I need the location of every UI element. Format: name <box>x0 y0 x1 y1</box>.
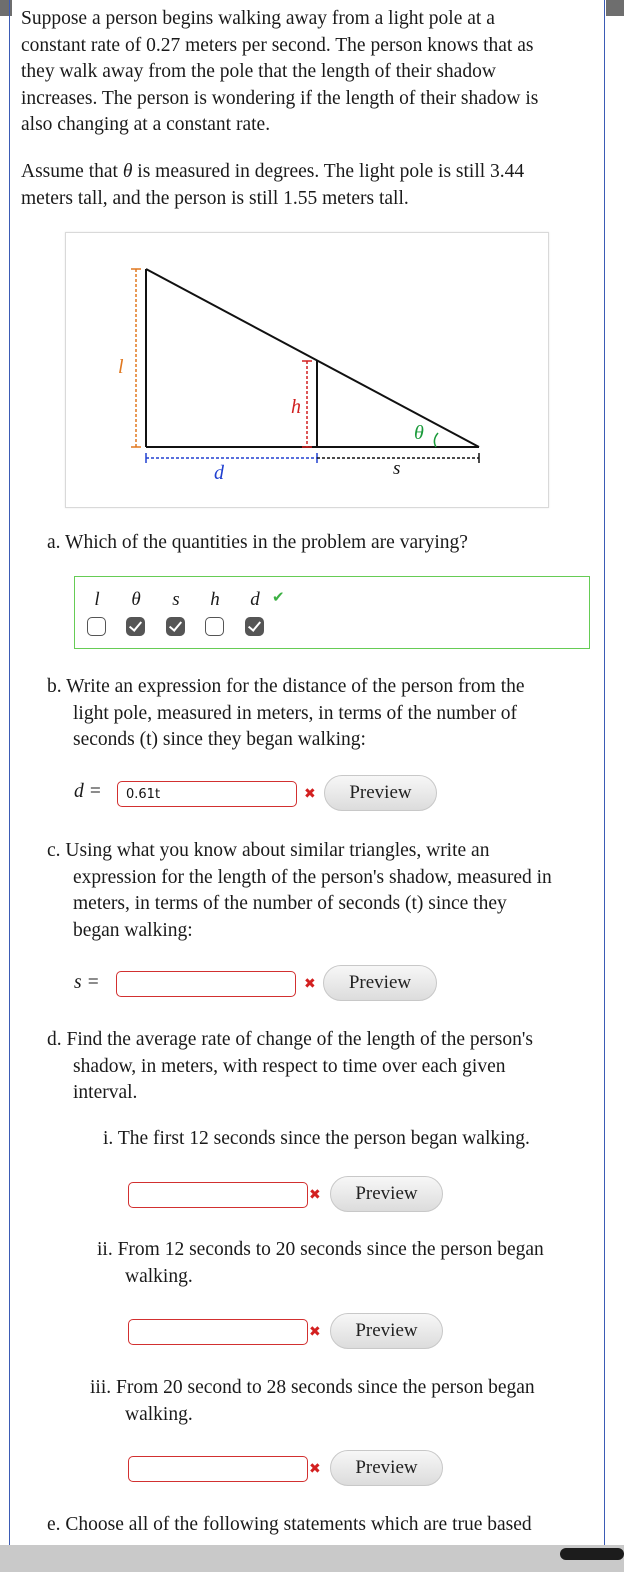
s-label: s <box>393 458 401 479</box>
d-equals-label: d = <box>74 781 102 802</box>
incorrect-x-icon: ✖ <box>309 1461 321 1477</box>
question-c-line: began walking: <box>73 919 193 941</box>
scroll-indicator[interactable] <box>560 1548 624 1560</box>
question-d-line: interval. <box>73 1082 138 1103</box>
preview-button-c[interactable]: Preview <box>323 965 437 1001</box>
question-d-ii-line: ii. From 12 seconds to 20 seconds since the person began <box>97 1239 544 1260</box>
rate-interval-3-input[interactable] <box>128 1456 308 1482</box>
question-a-label: a. Which of the quantities in the problem are varying? <box>47 532 468 553</box>
intro-line: they walk away from the pole that the length of their shadow <box>21 61 496 82</box>
light-ray-line <box>146 269 479 447</box>
incorrect-x-icon: ✖ <box>309 1324 321 1340</box>
question-d-iii-line: walking. <box>125 1403 193 1425</box>
checkbox-l[interactable] <box>87 617 106 636</box>
question-c-label <box>47 838 597 944</box>
d-label: d <box>214 462 224 484</box>
checkbox-letter: d <box>250 589 260 610</box>
assumption-line-2: meters tall, and the person is still 1.55 meters tall. <box>21 187 409 209</box>
assumption-text: is measured in degrees. The light pole is still 3.44 <box>132 161 525 182</box>
assumption-text: Assume that <box>21 161 123 182</box>
question-b-label <box>47 674 592 754</box>
preview-button-d-iii[interactable]: Preview <box>330 1450 443 1486</box>
question-d-iii-line: iii. From 20 second to 28 seconds since the person began <box>90 1377 535 1398</box>
checkbox-letter: h <box>210 589 220 610</box>
question-d-ii-label <box>97 1237 592 1290</box>
intro-line: also changing at a constant rate. <box>21 114 271 135</box>
question-d-label <box>47 1027 597 1107</box>
similar-triangles-figure <box>65 232 549 508</box>
h-label: h <box>291 396 301 418</box>
checkbox-letter: l <box>94 589 100 610</box>
bottom-chrome-bar <box>0 1545 624 1572</box>
question-b-line: seconds (t) since they began walking: <box>73 729 366 750</box>
triangle-diagram <box>66 233 548 507</box>
correct-check-icon: ✔ <box>272 588 285 606</box>
question-e-label: e. Choose all of the following statements which are true based <box>47 1514 532 1535</box>
checkbox-letter: θ <box>131 589 141 610</box>
question-d-iii-label <box>90 1375 592 1428</box>
shadow-expression-input[interactable] <box>116 971 296 997</box>
rate-interval-1-input[interactable] <box>128 1182 308 1208</box>
l-label: l <box>118 356 124 378</box>
assumption-line-1 <box>21 159 591 186</box>
varying-quantities-checkbox-group <box>74 576 590 649</box>
rate-interval-2-input[interactable] <box>128 1319 308 1345</box>
intro-line: Suppose a person begins walking away from a light pole at a <box>21 8 495 29</box>
incorrect-x-icon: ✖ <box>304 786 316 802</box>
checkbox-theta[interactable] <box>126 617 145 636</box>
question-d-line: shadow, in meters, with respect to time over each given <box>73 1055 506 1077</box>
question-d-ii-line: walking. <box>125 1265 193 1287</box>
incorrect-x-icon: ✖ <box>304 976 316 992</box>
theta-label: θ <box>414 422 424 444</box>
checkbox-d[interactable] <box>245 617 264 636</box>
intro-line: increases. The person is wondering if the length of their shadow is <box>21 87 539 109</box>
checkbox-h[interactable] <box>205 617 224 636</box>
question-c-line: meters, in terms of the number of seconds (t) since they <box>73 893 507 914</box>
checkbox-letter: s <box>172 589 180 610</box>
question-d-i-label: i. The first 12 seconds since the person began walking. <box>103 1128 530 1149</box>
checkbox-s[interactable] <box>166 617 185 636</box>
s-equals-label: s = <box>74 972 100 993</box>
assumption-paragraph <box>21 159 591 212</box>
question-c-line: c. Using what you know about similar triangles, write an <box>47 840 490 861</box>
question-c-line: expression for the length of the person's shadow, measured in <box>73 866 552 888</box>
question-d-line: d. Find the average rate of change of the length of the person's <box>47 1029 533 1050</box>
question-b-line: light pole, measured in meters, in terms of the number of <box>73 702 518 724</box>
question-b-line: b. Write an expression for the distance of the person from the <box>47 676 525 697</box>
right-frame-border <box>604 0 605 1545</box>
distance-expression-input[interactable] <box>117 781 297 807</box>
preview-button-d-i[interactable]: Preview <box>330 1176 443 1212</box>
theta-angle-arc <box>434 433 438 447</box>
intro-paragraph <box>21 6 591 139</box>
preview-button-b[interactable]: Preview <box>324 775 437 811</box>
intro-line: constant rate of 0.27 meters per second. The person knows that as <box>21 34 534 56</box>
incorrect-x-icon: ✖ <box>309 1187 321 1203</box>
left-frame-border <box>9 0 10 1545</box>
preview-button-d-ii[interactable]: Preview <box>330 1313 443 1349</box>
theta-symbol: θ <box>122 161 133 182</box>
